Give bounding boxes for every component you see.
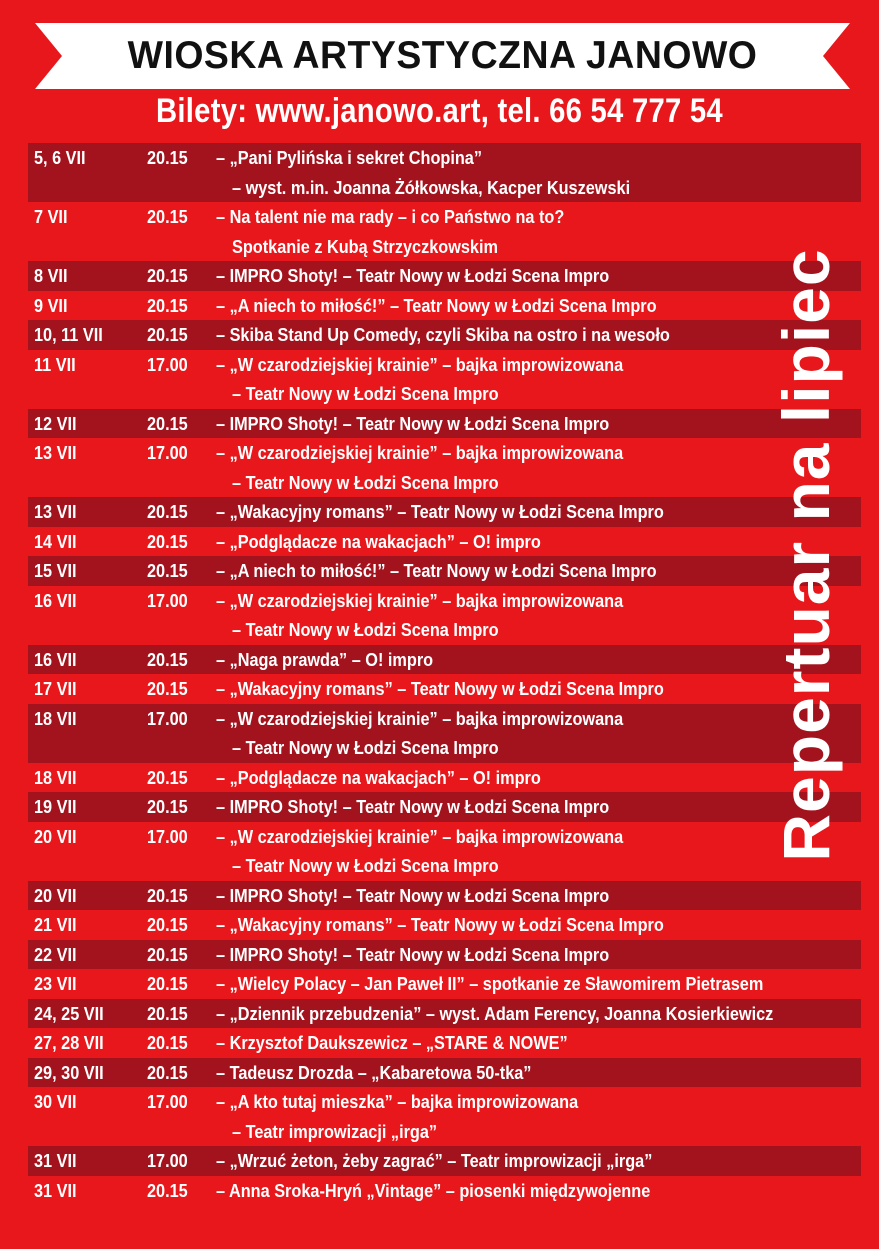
event-date: 13 VII <box>34 501 77 522</box>
schedule-line <box>28 556 861 586</box>
title-banner <box>35 23 850 89</box>
event-subtitle: – Teatr Nowy w Łodzi Scena Impro <box>232 855 499 876</box>
event-time: 20.15 <box>147 412 188 434</box>
event-title: – „W czarodziejskiej krainie” – bajka improwizowana <box>216 353 624 375</box>
event-subtitle: – wyst. m.in. Joanna Żółkowska, Kacper Kuszewski <box>232 176 631 198</box>
schedule-row <box>28 674 861 704</box>
event-date: 31 VII <box>34 1179 77 1201</box>
schedule-row <box>28 969 861 999</box>
event-title: – „W czarodziejskiej krainie” – bajka improwizowana <box>216 707 624 729</box>
event-date: 18 VII <box>34 707 77 729</box>
schedule-line-continued <box>28 379 861 409</box>
event-title: – Tadeusz Drozda – „Kabaretowa 50-tka” <box>216 1061 532 1083</box>
schedule-line <box>28 409 861 439</box>
schedule-line <box>28 792 861 822</box>
event-date: 31 VII <box>34 1150 77 1171</box>
schedule-line <box>28 674 861 704</box>
event-title: – „A niech to miłość!” – Teatr Nowy w Łodzi Scena Impro <box>216 294 657 316</box>
event-date: 8 VII <box>34 265 68 286</box>
tickets-info: Bilety: www.janowo.art, tel. 66 54 777 54 <box>156 92 723 130</box>
schedule-line <box>28 763 861 793</box>
event-subtitle: – Teatr Nowy w Łodzi Scena Impro <box>232 737 499 758</box>
event-time: 20.15 <box>147 294 188 316</box>
schedule-line-continued <box>28 232 861 262</box>
event-title: – „Pani Pylińska i sekret Chopina” <box>216 147 483 168</box>
event-date: 15 VII <box>34 560 77 581</box>
event-time: 17.00 <box>147 589 188 611</box>
event-date: 9 VII <box>34 294 68 316</box>
event-title: – „W czarodziejskiej krainie” – bajka improwizowana <box>216 825 624 847</box>
schedule-row <box>28 1087 861 1146</box>
event-time: 20.15 <box>147 1179 188 1201</box>
schedule-line <box>28 320 861 350</box>
schedule-row <box>28 704 861 763</box>
event-date: 27, 28 VII <box>34 1032 104 1053</box>
page-title: WIOSKA ARTYSTYCZNA JANOWO <box>127 34 758 77</box>
event-time: 20.15 <box>147 943 188 965</box>
schedule-line <box>28 1146 861 1176</box>
schedule-row <box>28 881 861 911</box>
event-date: 5, 6 VII <box>34 147 86 168</box>
schedule-line <box>28 438 861 468</box>
event-title: – „Podglądacze na wakacjach” – O! impro <box>216 530 541 552</box>
schedule-row <box>28 822 861 881</box>
schedule-line <box>28 704 861 734</box>
event-title: – „Wielcy Polacy – Jan Paweł II” – spotkanie ze Sławomirem Pietrasem <box>216 973 764 994</box>
schedule-row <box>28 143 861 202</box>
schedule-row <box>28 438 861 497</box>
schedule-line-continued <box>28 1117 861 1147</box>
event-date: 30 VII <box>34 1091 77 1112</box>
event-date: 10, 11 VII <box>34 324 103 345</box>
schedule-line <box>28 261 861 291</box>
schedule-row <box>28 792 861 822</box>
event-date: 18 VII <box>34 766 77 788</box>
event-date: 16 VII <box>34 589 77 611</box>
event-time: 20.15 <box>147 147 188 168</box>
event-date: 7 VII <box>34 206 68 227</box>
event-title: – „Wakacyjny romans” – Teatr Nowy w Łodzi Scena Impro <box>216 678 664 699</box>
event-title: – „A kto tutaj mieszka” – bajka improwizowana <box>216 1091 579 1112</box>
event-time: 17.00 <box>147 442 188 463</box>
event-title: – „Wakacyjny romans” – Teatr Nowy w Łodzi Scena Impro <box>216 501 664 522</box>
event-title: – IMPRO Shoty! – Teatr Nowy w Łodzi Scena Impro <box>216 943 610 965</box>
schedule-line-continued <box>28 468 861 498</box>
schedule-line <box>28 497 861 527</box>
schedule-row <box>28 497 861 527</box>
schedule-row <box>28 291 861 321</box>
event-title: – „Naga prawda” – O! impro <box>216 648 434 670</box>
event-title: – „W czarodziejskiej krainie” – bajka improwizowana <box>216 589 624 611</box>
event-date: 14 VII <box>34 530 77 552</box>
event-time: 17.00 <box>147 825 188 847</box>
schedule-row <box>28 261 861 291</box>
schedule-row <box>28 910 861 940</box>
schedule-line <box>28 586 861 616</box>
schedule-row <box>28 320 861 350</box>
schedule-row <box>28 940 861 970</box>
schedule-line <box>28 822 861 852</box>
schedule-row <box>28 1028 861 1058</box>
schedule-row <box>28 202 861 261</box>
schedule-line <box>28 1058 861 1088</box>
event-time: 20.15 <box>147 648 188 670</box>
event-date: 24, 25 VII <box>34 1002 104 1024</box>
schedule-line <box>28 202 861 232</box>
schedule-line-continued <box>28 851 861 881</box>
event-date: 20 VII <box>34 884 77 906</box>
event-date: 29, 30 VII <box>34 1061 104 1083</box>
event-title: – Krzysztof Daukszewicz – „STARE & NOWE” <box>216 1032 568 1053</box>
event-date: 19 VII <box>34 796 77 817</box>
event-date: 21 VII <box>34 914 77 935</box>
event-time: 17.00 <box>147 707 188 729</box>
event-title: – „Dziennik przebudzenia” – wyst. Adam Ferency, Joanna Kosierkiewicz <box>216 1002 774 1024</box>
event-time: 20.15 <box>147 973 188 994</box>
schedule-line <box>28 969 861 999</box>
schedule-line <box>28 1176 861 1206</box>
event-time: 20.15 <box>147 766 188 788</box>
schedule-line <box>28 143 861 173</box>
schedule-line <box>28 881 861 911</box>
event-date: 17 VII <box>34 678 77 699</box>
event-time: 20.15 <box>147 884 188 906</box>
event-title: – „Wrzuć żeton, żeby zagrać” – Teatr improwizacji „irga” <box>216 1150 653 1171</box>
event-time: 20.15 <box>147 560 188 581</box>
schedule-line <box>28 999 861 1029</box>
event-date: 22 VII <box>34 943 77 965</box>
event-title: – Skiba Stand Up Comedy, czyli Skiba na ostro i na wesoło <box>216 324 670 345</box>
event-subtitle: – Teatr Nowy w Łodzi Scena Impro <box>232 471 499 493</box>
event-subtitle: – Teatr Nowy w Łodzi Scena Impro <box>232 619 499 640</box>
side-title: Repertuar na lipiec <box>769 248 843 862</box>
schedule-row <box>28 1176 861 1206</box>
schedule-row <box>28 999 861 1029</box>
event-title: – „Podglądacze na wakacjach” – O! impro <box>216 766 541 788</box>
event-time: 20.15 <box>147 1061 188 1083</box>
event-date: 11 VII <box>34 353 76 375</box>
event-title: – IMPRO Shoty! – Teatr Nowy w Łodzi Scena Impro <box>216 796 610 817</box>
schedule-line <box>28 645 861 675</box>
event-title: – IMPRO Shoty! – Teatr Nowy w Łodzi Scena Impro <box>216 884 610 906</box>
event-time: 20.15 <box>147 324 188 345</box>
event-date: 20 VII <box>34 825 77 847</box>
event-time: 20.15 <box>147 914 188 935</box>
event-subtitle: Spotkanie z Kubą Strzyczkowskim <box>232 235 498 257</box>
schedule-row <box>28 556 861 586</box>
event-date: 23 VII <box>34 973 77 994</box>
schedule-line <box>28 1028 861 1058</box>
event-date: 16 VII <box>34 648 77 670</box>
schedule-line-continued <box>28 173 861 203</box>
event-time: 20.15 <box>147 265 188 286</box>
event-time: 20.15 <box>147 678 188 699</box>
schedule-line <box>28 940 861 970</box>
event-subtitle: – Teatr improwizacji „irga” <box>232 1120 438 1142</box>
schedule-line <box>28 910 861 940</box>
schedule-row <box>28 763 861 793</box>
schedule-row <box>28 645 861 675</box>
schedule-line-continued <box>28 615 861 645</box>
event-time: 20.15 <box>147 796 188 817</box>
event-time: 20.15 <box>147 530 188 552</box>
schedule-row <box>28 1146 861 1176</box>
schedule-line <box>28 527 861 557</box>
schedule-row <box>28 350 861 409</box>
event-time: 20.15 <box>147 1002 188 1024</box>
schedule-line <box>28 1087 861 1117</box>
event-title: – „A niech to miłość!” – Teatr Nowy w Łodzi Scena Impro <box>216 560 657 581</box>
schedule-row <box>28 527 861 557</box>
event-title: – „W czarodziejskiej krainie” – bajka improwizowana <box>216 442 624 463</box>
event-title: – „Wakacyjny romans” – Teatr Nowy w Łodzi Scena Impro <box>216 914 664 935</box>
schedule-row <box>28 409 861 439</box>
event-time: 20.15 <box>147 206 188 227</box>
event-time: 17.00 <box>147 1150 188 1171</box>
event-time: 20.15 <box>147 1032 188 1053</box>
event-title: – Anna Sroka-Hryń „Vintage” – piosenki międzywojenne <box>216 1179 651 1201</box>
event-time: 17.00 <box>147 1091 188 1112</box>
event-title: – Na talent nie ma rady – i co Państwo na to? <box>216 206 565 227</box>
event-date: 13 VII <box>34 442 77 463</box>
event-title: – IMPRO Shoty! – Teatr Nowy w Łodzi Scena Impro <box>216 412 610 434</box>
schedule-table <box>28 143 861 1205</box>
event-time: 17.00 <box>147 353 188 375</box>
event-date: 12 VII <box>34 412 77 434</box>
schedule-line-continued <box>28 733 861 763</box>
schedule-line <box>28 350 861 380</box>
schedule-row <box>28 1058 861 1088</box>
schedule-row <box>28 586 861 645</box>
event-title: – IMPRO Shoty! – Teatr Nowy w Łodzi Scena Impro <box>216 265 610 286</box>
event-subtitle: – Teatr Nowy w Łodzi Scena Impro <box>232 383 499 404</box>
schedule-line <box>28 291 861 321</box>
event-time: 20.15 <box>147 501 188 522</box>
